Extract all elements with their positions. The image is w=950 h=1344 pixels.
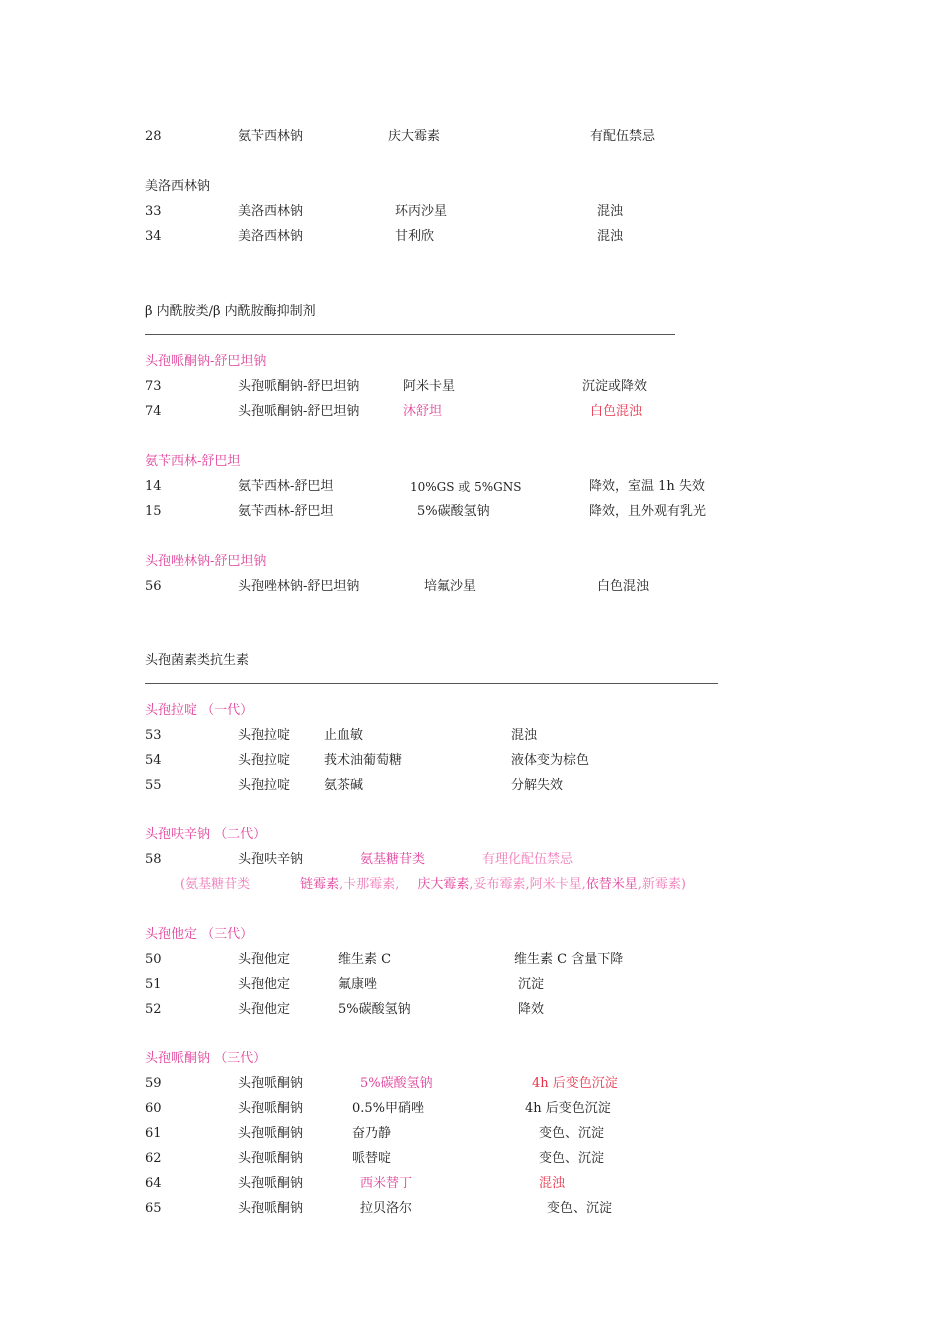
section-title: β 内酰胺类/β 内酰胺酶抑制剂 — [145, 304, 316, 319]
drug-group-heading: 头孢哌酮钠 （三代） — [145, 1051, 267, 1066]
drug-group-heading: 头孢拉啶 （一代） — [145, 703, 254, 718]
drug-name: 头孢拉啶 — [238, 728, 291, 743]
partner-drug: 10%GS 或 5%GNS — [410, 480, 522, 494]
drug-name: 头孢哌酮钠 — [238, 1176, 304, 1191]
interaction-result: 变色、沉淀 — [547, 1201, 613, 1216]
note-drug: 链霉素 — [300, 877, 340, 892]
partner-drug: 甘利欣 — [395, 229, 435, 244]
interaction-result: 有配伍禁忌 — [590, 129, 656, 144]
partner-drug: 奋乃静 — [352, 1126, 392, 1141]
partner-drug: 西米替丁 — [360, 1176, 413, 1191]
drug-group-heading: 美洛西林钠 — [145, 179, 211, 194]
drug-name: 头孢他定 — [238, 977, 291, 992]
partner-drug: 0.5%甲硝唑 — [352, 1101, 425, 1116]
row-number: 54 — [145, 753, 162, 768]
interaction-result: 变色、沉淀 — [539, 1126, 605, 1141]
interaction-result: 混浊 — [597, 204, 624, 219]
aminoglycoside-note — [180, 877, 686, 893]
row-number: 59 — [145, 1076, 162, 1091]
partner-drug: 止血敏 — [324, 728, 364, 743]
interaction-result: 沉淀 — [518, 977, 545, 992]
interaction-result: 沉淀或降效 — [582, 379, 648, 394]
note-drug: ,妥布霉素,阿米卡星, — [469, 877, 586, 892]
interaction-result: 4h 后变色沉淀 — [532, 1076, 618, 1091]
partner-drug: 庆大霉素 — [388, 129, 441, 144]
drug-name: 头孢唑林钠-舒巴坦钠 — [238, 579, 360, 594]
drug-name: 氨苄西林-舒巴坦 — [238, 504, 334, 519]
note-open: (氨基糖苷类 — [180, 877, 251, 892]
note-drug: 庆大霉素 — [417, 877, 470, 892]
interaction-result: 白色混浊 — [597, 579, 650, 594]
partner-drug: 培氟沙星 — [424, 579, 477, 594]
partner-drug: 5%碳酸氢钠 — [338, 1002, 411, 1017]
partner-drug: 5%碳酸氢钠 — [417, 504, 490, 519]
partner-drug: 5%碳酸氢钠 — [360, 1076, 433, 1091]
interaction-result: 液体变为棕色 — [511, 753, 590, 768]
row-number: 51 — [145, 977, 162, 992]
drug-name: 头孢拉啶 — [238, 778, 291, 793]
interaction-result: 白色混浊 — [590, 404, 643, 419]
row-number: 62 — [145, 1151, 162, 1166]
drug-name: 氨苄西林钠 — [238, 129, 304, 144]
drug-name: 头孢哌酮钠 — [238, 1076, 304, 1091]
drug-name: 头孢哌酮钠 — [238, 1101, 304, 1116]
row-number: 50 — [145, 952, 162, 967]
drug-name: 头孢呋辛钠 — [238, 852, 304, 867]
row-number: 64 — [145, 1176, 162, 1191]
note-close: ,新霉素) — [637, 877, 687, 892]
drug-name: 美洛西林钠 — [238, 204, 304, 219]
drug-group-heading: 头孢唑林钠-舒巴坦钠 — [145, 554, 267, 569]
row-number: 61 — [145, 1126, 162, 1141]
interaction-result: 降效，且外观有乳光 — [589, 504, 707, 519]
drug-group-heading: 头孢他定 （三代） — [145, 927, 254, 942]
row-number: 55 — [145, 778, 162, 793]
row-number: 53 — [145, 728, 162, 743]
row-number: 28 — [145, 129, 162, 144]
interaction-result: 有理化配伍禁忌 — [482, 852, 574, 867]
interaction-result: 混浊 — [511, 728, 538, 743]
drug-group-heading: 氨苄西林-舒巴坦 — [145, 454, 241, 469]
drug-name: 氨苄西林-舒巴坦 — [238, 479, 334, 494]
row-number: 74 — [145, 404, 162, 419]
drug-name: 头孢他定 — [238, 952, 291, 967]
drug-name: 头孢哌酮钠 — [238, 1126, 304, 1141]
partner-drug: 氟康唑 — [338, 977, 378, 992]
partner-drug: 阿米卡星 — [403, 379, 456, 394]
interaction-result: 分解失效 — [511, 778, 564, 793]
partner-drug: 莪术油葡萄糖 — [324, 753, 403, 768]
row-number: 58 — [145, 852, 162, 867]
section-divider — [145, 334, 675, 335]
drug-name: 头孢哌酮钠-舒巴坦钠 — [238, 404, 360, 419]
partner-drug: 氨基糖苷类 — [360, 852, 426, 867]
row-number: 60 — [145, 1101, 162, 1116]
drug-group-heading: 头孢呋辛钠 （二代） — [145, 827, 267, 842]
drug-name: 头孢哌酮钠 — [238, 1201, 304, 1216]
interaction-result: 变色、沉淀 — [539, 1151, 605, 1166]
partner-drug: 沐舒坦 — [403, 404, 443, 419]
row-number: 33 — [145, 204, 162, 219]
drug-name: 头孢拉啶 — [238, 753, 291, 768]
drug-group-heading: 头孢哌酮钠-舒巴坦钠 — [145, 354, 267, 369]
interaction-result: 混浊 — [597, 229, 624, 244]
interaction-result: 混浊 — [539, 1176, 566, 1191]
interaction-result: 降效 — [518, 1002, 545, 1017]
partner-drug: 拉贝洛尔 — [360, 1201, 413, 1216]
row-number: 52 — [145, 1002, 162, 1017]
row-number: 65 — [145, 1201, 162, 1216]
note-drug: 依替米星 — [585, 877, 638, 892]
row-number: 15 — [145, 504, 162, 519]
drug-name: 头孢哌酮钠-舒巴坦钠 — [238, 379, 360, 394]
section-divider — [145, 683, 718, 684]
interaction-result: 维生素 C 含量下降 — [514, 952, 624, 967]
partner-drug: 环丙沙星 — [395, 204, 448, 219]
drug-name: 美洛西林钠 — [238, 229, 304, 244]
section-title: 头孢菌素类抗生素 — [145, 653, 250, 668]
partner-drug: 哌替啶 — [352, 1151, 392, 1166]
row-number: 34 — [145, 229, 162, 244]
interaction-result: 4h 后变色沉淀 — [525, 1101, 611, 1116]
drug-name: 头孢他定 — [238, 1002, 291, 1017]
interaction-result: 降效，室温 1h 失效 — [589, 479, 705, 494]
row-number: 14 — [145, 479, 162, 494]
row-number: 73 — [145, 379, 162, 394]
partner-drug: 氨茶碱 — [324, 778, 364, 793]
partner-drug: 维生素 C — [338, 952, 392, 967]
drug-name: 头孢哌酮钠 — [238, 1151, 304, 1166]
row-number: 56 — [145, 579, 162, 594]
note-drug: ,卡那霉素, — [339, 877, 400, 892]
